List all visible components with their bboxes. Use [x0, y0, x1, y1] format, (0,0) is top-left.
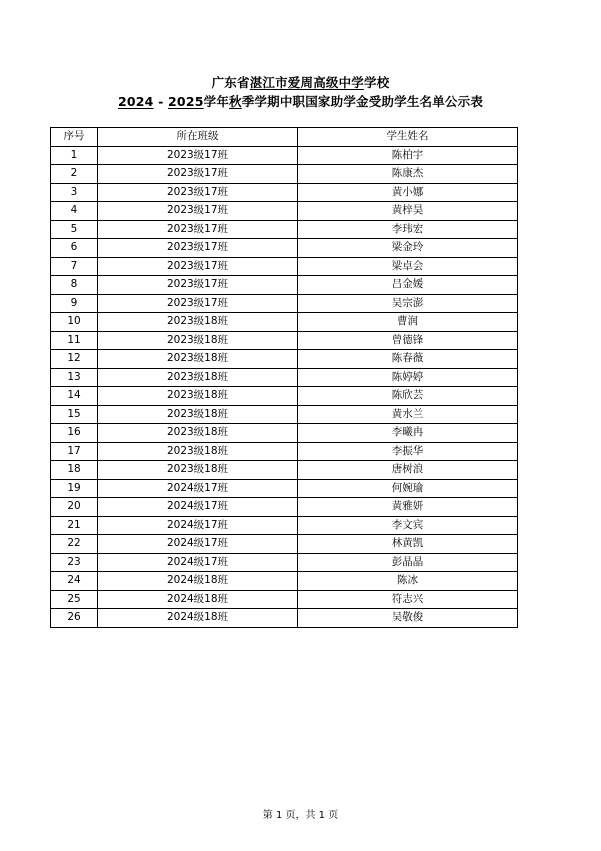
cell-class: 2023级18班 — [98, 368, 298, 387]
roster-table — [50, 127, 518, 628]
cell-student-name: 林黄凯 — [298, 535, 518, 554]
cell-student-name: 彭晶晶 — [298, 553, 518, 572]
table-row — [51, 294, 518, 313]
cell-class: 2024级17班 — [98, 498, 298, 517]
cell-number: 21 — [51, 516, 98, 535]
cell-student-name: 李振华 — [298, 442, 518, 461]
province: 广东省 — [211, 75, 250, 90]
cell-number: 3 — [51, 183, 98, 202]
table-row — [51, 350, 518, 369]
cell-number: 1 — [51, 146, 98, 165]
cell-student-name: 黄小娜 — [298, 183, 518, 202]
cell-student-name: 吴宗澎 — [298, 294, 518, 313]
cell-class: 2023级18班 — [98, 405, 298, 424]
season: 秋 — [229, 94, 242, 109]
table-row — [51, 590, 518, 609]
table-row — [51, 202, 518, 221]
cell-student-name: 陈春薇 — [298, 350, 518, 369]
cell-number: 20 — [51, 498, 98, 517]
column-header-number: 序号 — [51, 128, 98, 147]
table-row — [51, 146, 518, 165]
cell-student-name: 李玮宏 — [298, 220, 518, 239]
column-header-name: 学生姓名 — [298, 128, 518, 147]
cell-student-name: 何婉瑜 — [298, 479, 518, 498]
cell-student-name: 符志兴 — [298, 590, 518, 609]
cell-number: 10 — [51, 313, 98, 332]
table-header-row — [51, 128, 518, 147]
table-row — [51, 553, 518, 572]
year-dash: - — [153, 94, 169, 109]
table-row — [51, 609, 518, 628]
school-suffix: 学校 — [364, 75, 390, 90]
table-row — [51, 165, 518, 184]
cell-number: 11 — [51, 331, 98, 350]
cell-class: 2023级18班 — [98, 387, 298, 406]
table-row — [51, 276, 518, 295]
cell-class: 2024级17班 — [98, 479, 298, 498]
cell-number: 22 — [51, 535, 98, 554]
cell-class: 2023级17班 — [98, 183, 298, 202]
table-body — [51, 146, 518, 627]
title-line-1 — [0, 73, 601, 91]
cell-class: 2023级18班 — [98, 313, 298, 332]
cell-student-name: 黄雅妍 — [298, 498, 518, 517]
table-row — [51, 461, 518, 480]
cell-class: 2024级18班 — [98, 609, 298, 628]
table-row — [51, 479, 518, 498]
table-row — [51, 498, 518, 517]
cell-class: 2023级17班 — [98, 294, 298, 313]
cell-student-name: 黄梓昊 — [298, 202, 518, 221]
table-row — [51, 239, 518, 258]
cell-class: 2024级17班 — [98, 553, 298, 572]
cell-number: 19 — [51, 479, 98, 498]
cell-student-name: 陈冰 — [298, 572, 518, 591]
cell-student-name: 吴敬俊 — [298, 609, 518, 628]
cell-number: 14 — [51, 387, 98, 406]
cell-student-name: 曹润 — [298, 313, 518, 332]
cell-number: 25 — [51, 590, 98, 609]
cell-class: 2023级18班 — [98, 424, 298, 443]
cell-class: 2023级17班 — [98, 146, 298, 165]
cell-class: 2023级18班 — [98, 331, 298, 350]
cell-number: 12 — [51, 350, 98, 369]
table-row — [51, 183, 518, 202]
cell-class: 2024级17班 — [98, 535, 298, 554]
cell-number: 4 — [51, 202, 98, 221]
page-footer: 第 1 页，共 1 页 — [262, 810, 339, 821]
cell-number: 7 — [51, 257, 98, 276]
cell-number: 13 — [51, 368, 98, 387]
cell-student-name: 梁金玲 — [298, 239, 518, 258]
table-row — [51, 516, 518, 535]
cell-number: 16 — [51, 424, 98, 443]
cell-class: 2024级17班 — [98, 516, 298, 535]
title-line-2 — [0, 92, 601, 110]
cell-class: 2023级18班 — [98, 350, 298, 369]
cell-number: 2 — [51, 165, 98, 184]
cell-number: 18 — [51, 461, 98, 480]
cell-number: 24 — [51, 572, 98, 591]
cell-class: 2024级18班 — [98, 572, 298, 591]
cell-student-name: 曾德锋 — [298, 331, 518, 350]
cell-student-name: 陈柏宇 — [298, 146, 518, 165]
table-row — [51, 331, 518, 350]
cell-student-name: 李曦冉 — [298, 424, 518, 443]
table-row — [51, 220, 518, 239]
cell-student-name: 唐树浪 — [298, 461, 518, 480]
cell-number: 8 — [51, 276, 98, 295]
table-row — [51, 424, 518, 443]
year-end: 2025 — [168, 94, 204, 109]
table-row — [51, 257, 518, 276]
cell-class: 2023级17班 — [98, 202, 298, 221]
cell-student-name: 黄水兰 — [298, 405, 518, 424]
cell-class: 2023级18班 — [98, 442, 298, 461]
cell-student-name: 吕金媛 — [298, 276, 518, 295]
column-header-class: 所在班级 — [98, 128, 298, 147]
cell-number: 17 — [51, 442, 98, 461]
cell-class: 2023级17班 — [98, 220, 298, 239]
cell-class: 2024级18班 — [98, 590, 298, 609]
table-row — [51, 313, 518, 332]
cell-student-name: 陈婷婷 — [298, 368, 518, 387]
cell-student-name: 李文宾 — [298, 516, 518, 535]
table-row — [51, 535, 518, 554]
cell-number: 9 — [51, 294, 98, 313]
cell-number: 26 — [51, 609, 98, 628]
cell-number: 15 — [51, 405, 98, 424]
cell-class: 2023级17班 — [98, 257, 298, 276]
cell-student-name: 陈欣芸 — [298, 387, 518, 406]
cell-number: 5 — [51, 220, 98, 239]
cell-number: 23 — [51, 553, 98, 572]
term-label: 学年 — [203, 94, 230, 109]
cell-class: 2023级17班 — [98, 276, 298, 295]
cell-number: 6 — [51, 239, 98, 258]
table-row — [51, 572, 518, 591]
table-row — [51, 405, 518, 424]
year-start: 2024 — [117, 94, 154, 109]
cell-class: 2023级17班 — [98, 165, 298, 184]
cell-class: 2023级17班 — [98, 239, 298, 258]
school-name: 湛江市爱周高级中学 — [249, 75, 364, 90]
cell-student-name: 陈康杰 — [298, 165, 518, 184]
table-row — [51, 387, 518, 406]
cell-student-name: 梁卓会 — [298, 257, 518, 276]
title-rest: 季学期中职国家助学金受助学生名单公示表 — [241, 94, 484, 109]
table-row — [51, 368, 518, 387]
table-row — [51, 442, 518, 461]
cell-class: 2023级18班 — [98, 461, 298, 480]
